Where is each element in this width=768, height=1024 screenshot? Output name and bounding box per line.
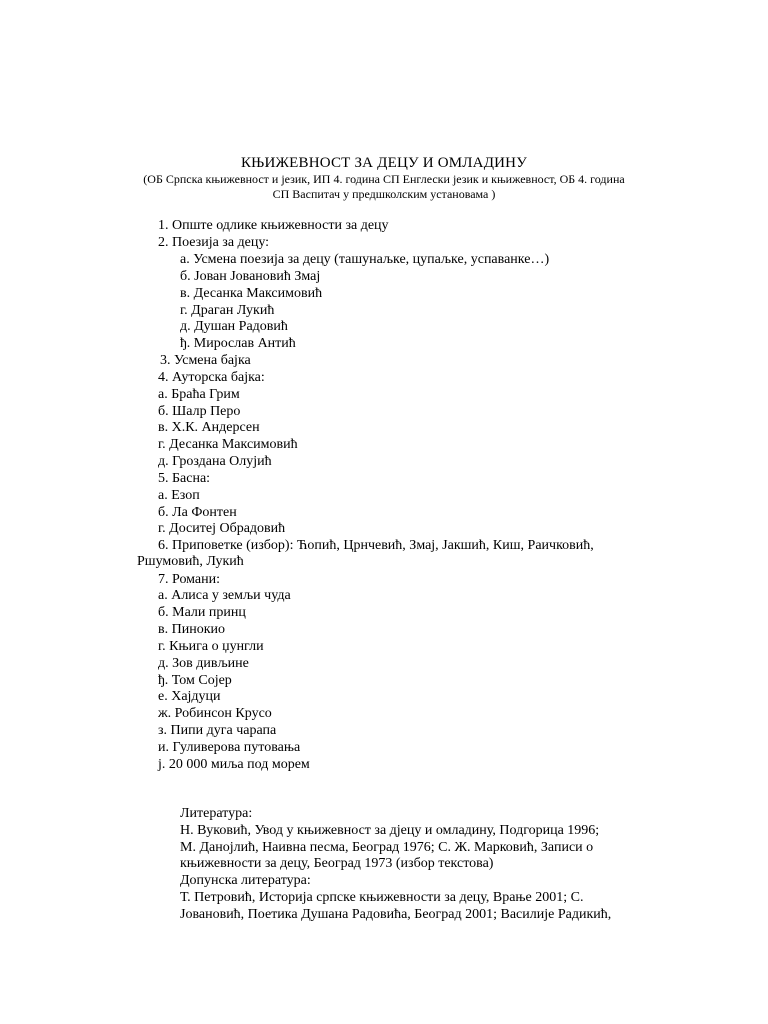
literature-line: Т. Петровић, Историја српске књижевности за децу, Врање 2001; С. (180, 890, 584, 905)
outline-item: б. Мали принц (158, 605, 246, 620)
outline-item: 2. Поезија за децу: (158, 235, 270, 250)
outline-item: 4. Ауторска бајка: (158, 370, 265, 385)
outline-item: д. Зов дивљине (158, 656, 249, 671)
outline-item: г. Књига о џунгли (158, 639, 264, 654)
literature-line: М. Данојлић, Наивна песма, Београд 1976; С. Ж. Марковић, Записи о (180, 840, 594, 855)
outline-item: в. Х.К. Андерсен (158, 420, 260, 435)
outline-item: а. Усмена поезија за децу (ташунаљке, цупаљке, успаванке…) (180, 252, 550, 267)
literature-line: Н. Вуковић, Увод у књижевност за дјецу и омладину, Подгорица 1996; (180, 823, 600, 838)
outline-item: е. Хајдуци (158, 689, 221, 704)
literature-heading: Литература: (180, 806, 253, 821)
document-title: КЊИЖЕВНОСТ ЗА ДЕЦУ И ОМЛАДИНУ (240, 155, 528, 171)
outline-item: 5. Басна: (158, 471, 211, 486)
outline-item: 1. Опште одлике књижевности за децу (158, 218, 389, 233)
outline-item: д. Гроздана Олујић (158, 454, 272, 469)
outline-item: ђ. Мирослав Антић (180, 336, 296, 351)
outline-item: 3. Усмена бајка (160, 353, 251, 368)
outline-item: б. Јован Јовановић Змај (180, 269, 321, 284)
literature-line: Јовановић, Поетика Душана Радовића, Београд 2001; Василије Радикић, (180, 907, 612, 922)
outline-item: д. Душан Радовић (180, 319, 288, 334)
outline-item: Ршумовић, Лукић (137, 554, 244, 569)
outline-item: 6. Приповетке (избор): Ћопић, Црнчевић, Змај, Јакшић, Киш, Раичковић, (158, 538, 594, 553)
outline-item: 7. Романи: (158, 572, 221, 587)
supplementary-literature-heading: Допунска литература: (180, 873, 311, 888)
document-subtitle-line2: СП Васпитач у предшколским установама ) (272, 187, 496, 201)
outline-item: ј. 20 000 миља под морем (158, 757, 310, 772)
outline-item: а. Алиса у земљи чуда (158, 588, 291, 603)
outline-item: ђ. Том Сојер (158, 673, 232, 688)
outline-item: а. Езоп (158, 488, 200, 503)
outline-item: б. Шалр Перо (158, 404, 241, 419)
document-subtitle-line1: (ОБ Српска књижевност и језик, ИП 4. година СП Енглески језик и књижевност, ОБ 4. година (143, 172, 625, 186)
literature-line: књижевности за децу, Београд 1973 (избор текстова) (180, 856, 494, 871)
outline-item: в. Десанка Максимовић (180, 286, 323, 301)
outline-item: з. Пипи дуга чарапа (158, 723, 277, 738)
outline-item: а. Браћа Грим (158, 387, 240, 402)
outline-item: г. Доситеј Обрадовић (158, 521, 286, 536)
outline-item: и. Гуливерова путовања (158, 740, 301, 755)
outline-item: г. Десанка Максимовић (158, 437, 298, 452)
outline-item: ж. Робинсон Крусо (158, 706, 272, 721)
outline-item: б. Ла Фонтен (158, 505, 237, 520)
outline-item: г. Драган Лукић (180, 303, 275, 318)
outline-item: в. Пинокио (158, 622, 225, 637)
